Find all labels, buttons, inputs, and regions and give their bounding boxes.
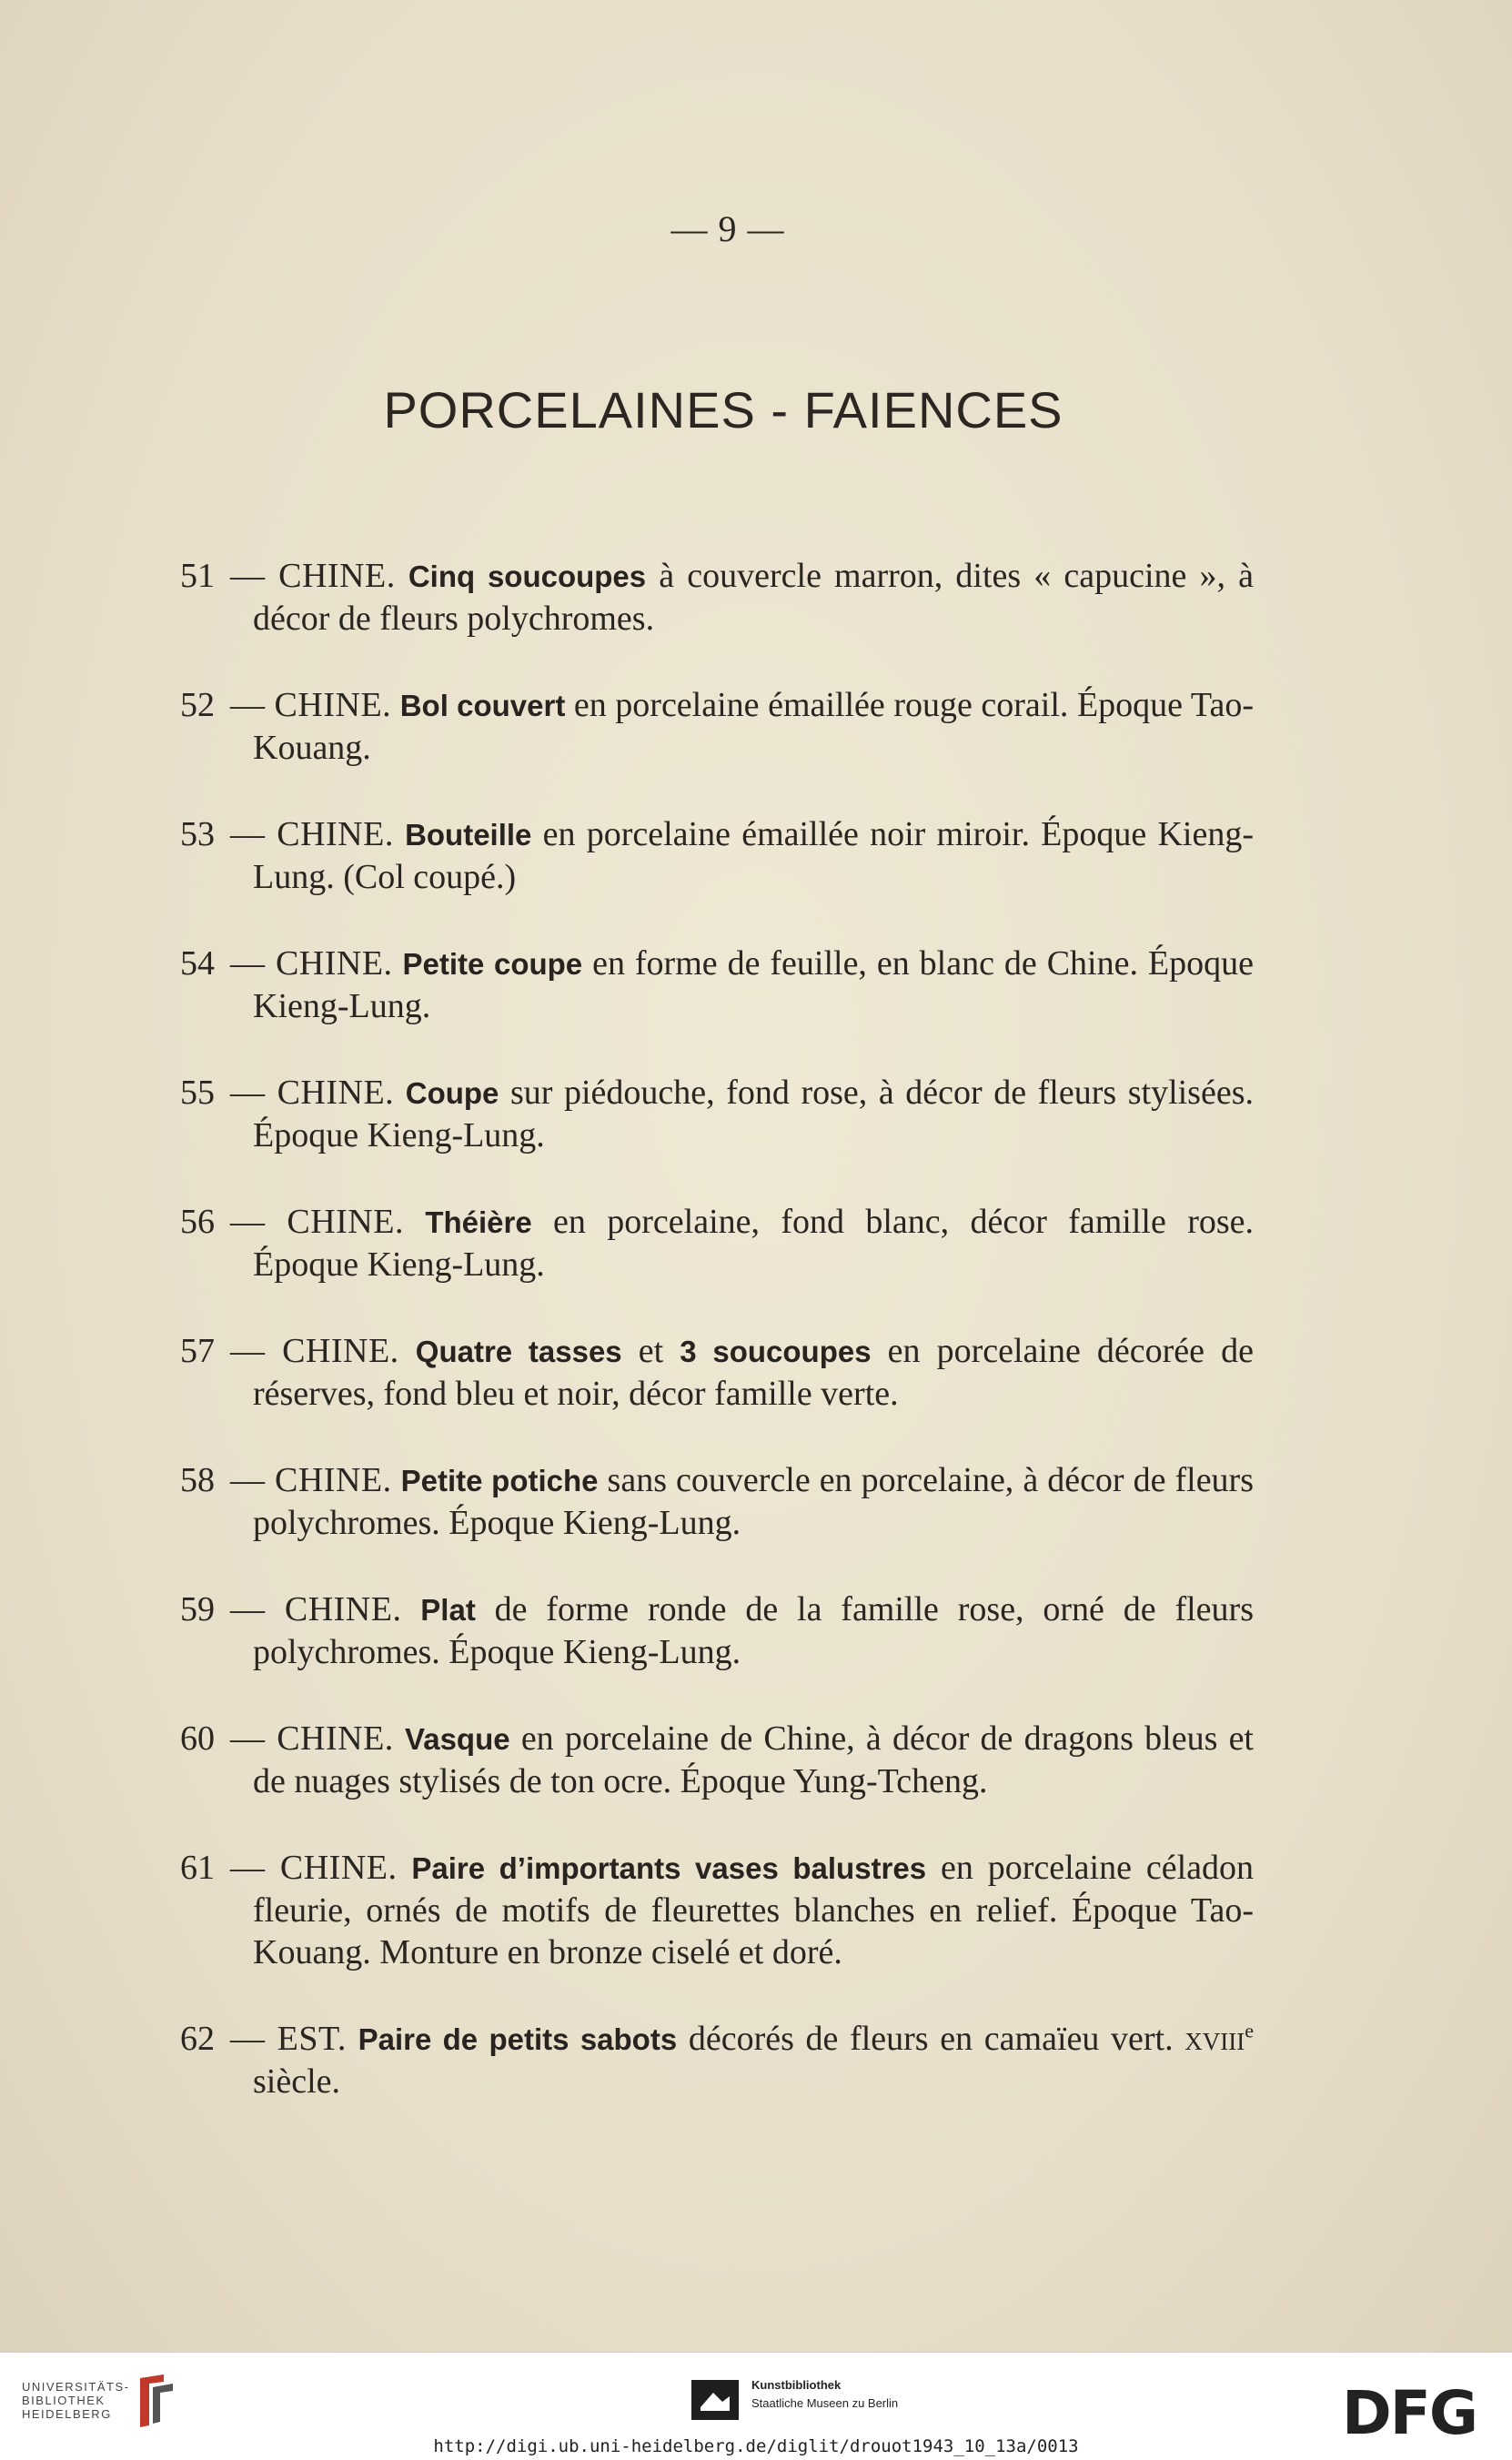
entry-object: Bouteille bbox=[405, 818, 532, 852]
catalog-entry bbox=[180, 1588, 1254, 1673]
catalog-entry bbox=[180, 684, 1254, 769]
catalog-entry bbox=[180, 1330, 1254, 1415]
entry-description: en porcelaine céladon fleurie, ornés de motifs de fleurettes blanches en relief. Époque Tao-Kouang. Monture en bronze ciselé et doré. bbox=[253, 1849, 1254, 1971]
university-emblem-icon bbox=[136, 2373, 176, 2431]
section-title: PORCELAINES - FAIENCES bbox=[383, 381, 1063, 439]
catalog-entry bbox=[180, 943, 1254, 1027]
kb-subtitle: Staatliche Museen zu Berlin bbox=[751, 2396, 899, 2410]
entry-number: 54 bbox=[180, 944, 215, 983]
entry-origin: — CHINE. bbox=[230, 1074, 395, 1112]
page-number: — 9 — bbox=[670, 208, 785, 249]
entry-object: Paire de petits sabots bbox=[358, 2022, 678, 2056]
entry-origin: — CHINE. bbox=[230, 1332, 399, 1370]
entry-description: de forme ronde de la famille rose, orné de fleurs polychromes. Époque Kieng-Lung. bbox=[253, 1590, 1254, 1671]
entry-object: Coupe bbox=[405, 1076, 499, 1110]
catalog-entry bbox=[180, 1847, 1254, 1973]
entry-object: Quatre tasses bbox=[415, 1335, 622, 1368]
uni-logo-line: HEIDELBERG bbox=[22, 2407, 112, 2421]
kunstbibliothek-logo-icon bbox=[691, 2380, 739, 2420]
catalog-list bbox=[180, 520, 1254, 2147]
entry-description: en forme de feuille, en blanc de Chine. Époque Kieng-Lung. bbox=[253, 944, 1254, 1025]
entry-number: 55 bbox=[180, 1074, 215, 1112]
entry-number: 53 bbox=[180, 815, 215, 853]
catalog-entry bbox=[180, 1201, 1254, 1285]
kb-name: Kunstbibliothek bbox=[751, 2378, 842, 2392]
entry-origin: — EST. bbox=[230, 2020, 347, 2058]
footer-bar bbox=[0, 2352, 1512, 2460]
entry-description: à couvercle marron, dites « capucine », à décor de fleurs polychromes. bbox=[253, 557, 1255, 638]
catalog-entry bbox=[180, 2018, 1254, 2102]
entry-object: Vasque bbox=[405, 1722, 510, 1756]
entry-description: en porcelaine émaillée noir miroir. Époque Kieng-Lung. (Col coupé.) bbox=[253, 815, 1254, 896]
uni-logo-line: UNIVERSITÄTS- bbox=[22, 2380, 130, 2394]
catalog-entry bbox=[180, 555, 1254, 640]
entry-object: Paire d’importants vases balustres bbox=[411, 1851, 927, 1885]
dfg-logo[interactable]: DFG bbox=[1342, 2378, 1477, 2448]
catalog-entry bbox=[180, 1459, 1254, 1544]
entry-description: en porcelaine, fond blanc, décor famille rose. Époque Kieng-Lung. bbox=[253, 1203, 1255, 1284]
entry-number: 60 bbox=[180, 1719, 215, 1758]
entry-origin: — CHINE. bbox=[230, 1203, 404, 1241]
kunstbibliothek-label[interactable] bbox=[751, 2376, 898, 2413]
entry-number: 62 bbox=[180, 2020, 215, 2058]
entry-object-2: 3 soucoupes bbox=[680, 1335, 872, 1368]
catalog-entry bbox=[180, 813, 1254, 898]
entry-description: en porcelaine décorée de réserves, fond bleu et noir, décor famille verte. bbox=[253, 1332, 1254, 1413]
catalog-entry bbox=[180, 1718, 1254, 1802]
permalink-url[interactable]: http://digi.ub.uni-heidelberg.de/diglit/drouot1943_10_13a/0013 bbox=[433, 2436, 1079, 2456]
entry-object: Petite potiche bbox=[400, 1464, 599, 1497]
entry-object: Cinq soucoupes bbox=[408, 560, 647, 593]
university-library-logo[interactable] bbox=[22, 2380, 129, 2421]
entry-number: 61 bbox=[180, 1849, 215, 1887]
entry-origin: — CHINE. bbox=[230, 815, 394, 853]
entry-origin: — CHINE. bbox=[230, 944, 393, 983]
entry-description: décorés de fleurs en camaïeu vert. bbox=[677, 2020, 1185, 2058]
entry-number: 52 bbox=[180, 686, 215, 724]
entry-description: sans couvercle en porcelaine, à décor de fleurs polychromes. Époque Kieng-Lung. bbox=[253, 1461, 1255, 1542]
entry-description-end: siècle. bbox=[253, 2062, 341, 2101]
entry-conjunction: et bbox=[621, 1332, 680, 1370]
entry-object: Petite coupe bbox=[402, 947, 583, 981]
entry-origin: — CHINE. bbox=[230, 1461, 392, 1499]
entry-number: 56 bbox=[180, 1203, 215, 1241]
entry-number: 57 bbox=[180, 1332, 215, 1370]
entry-century-suffix: e bbox=[1245, 2019, 1255, 2042]
entry-object: Théière bbox=[425, 1205, 532, 1239]
entry-object: Bol couvert bbox=[399, 689, 566, 722]
entry-number: 58 bbox=[180, 1461, 215, 1499]
entry-origin: — CHINE. bbox=[230, 1719, 394, 1758]
entry-description: en porcelaine de Chine, à décor de dragons bleus et de nuages stylisés de ton ocre. Époque Yung-Tcheng. bbox=[253, 1719, 1254, 1800]
entry-number: 51 bbox=[180, 557, 215, 595]
entry-origin: — CHINE. bbox=[230, 557, 396, 595]
entry-object: Plat bbox=[420, 1593, 476, 1627]
entry-century: xviii bbox=[1184, 2020, 1245, 2058]
entry-origin: — CHINE. bbox=[230, 686, 392, 724]
catalog-entry bbox=[180, 1072, 1254, 1156]
entry-number: 59 bbox=[180, 1590, 215, 1628]
uni-logo-line: BIBLIOTHEK bbox=[22, 2394, 106, 2407]
entry-description: sur piédouche, fond rose, à décor de fleurs stylisées. Époque Kieng-Lung. bbox=[253, 1074, 1254, 1154]
entry-description: en porcelaine émaillée rouge corail. Époque Tao-Kouang. bbox=[253, 686, 1254, 767]
entry-origin: — CHINE. bbox=[230, 1590, 402, 1628]
entry-origin: — CHINE. bbox=[230, 1849, 398, 1887]
